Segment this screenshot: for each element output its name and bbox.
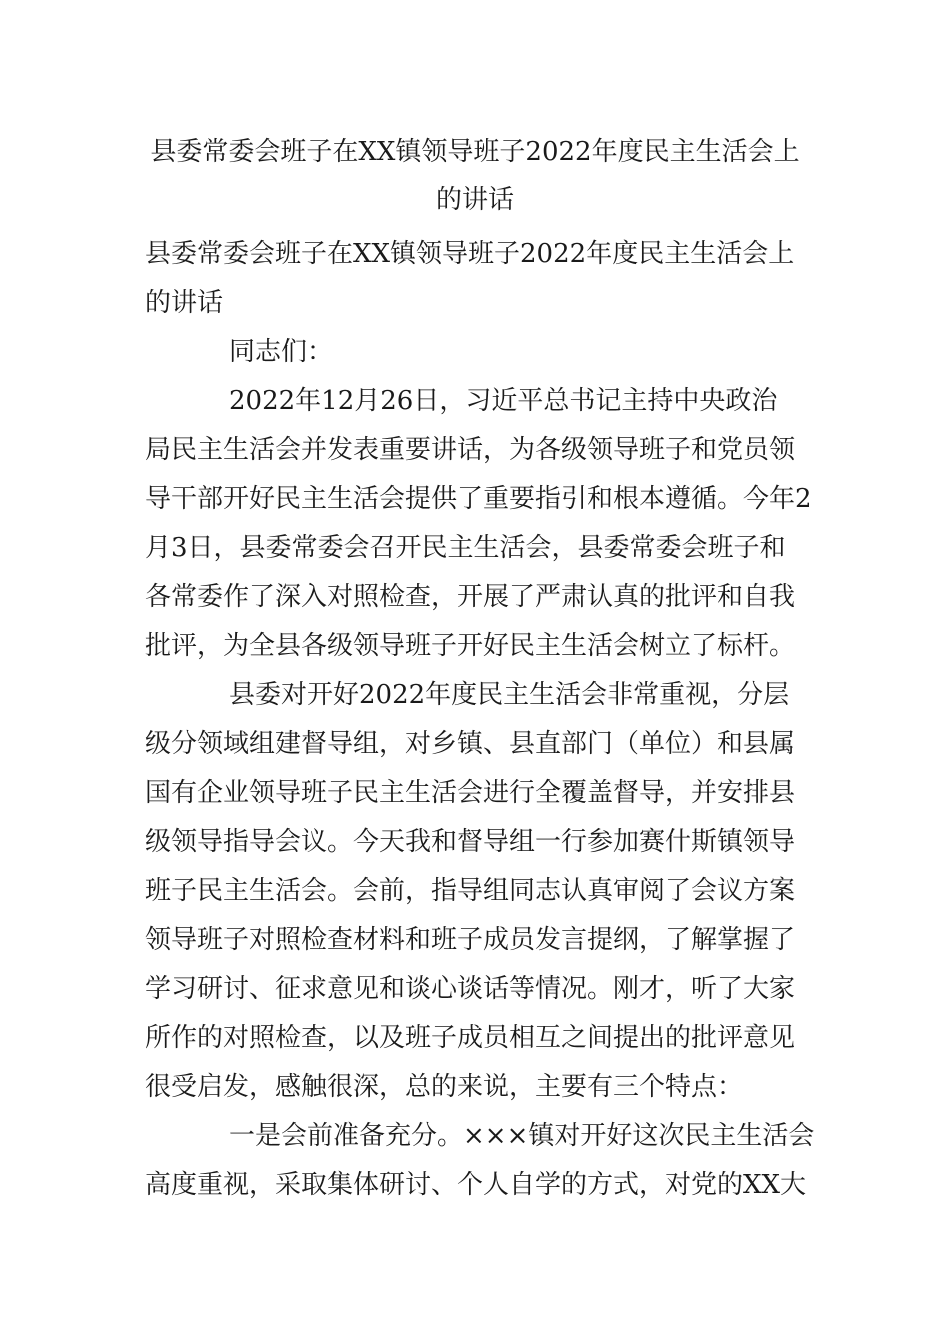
title-line-2: 的讲话	[435, 185, 514, 215]
salutation	[145, 328, 807, 377]
document-body	[145, 230, 815, 1210]
subtitle-line-2: 的讲话	[145, 288, 224, 318]
paragraph-2-line-4: 级领导指导会议。今天我和督导组一行参加赛什斯镇领导	[145, 827, 796, 857]
paragraph-3	[145, 1112, 815, 1210]
paragraph-1	[145, 377, 812, 671]
paragraph-2-line-5: 班子民主生活会。会前，指导组同志认真审阅了会议方案	[145, 876, 796, 906]
title-line-1: 县委常委会班子在XX镇领导班子2022年度民主生活会上	[150, 137, 800, 167]
paragraph-2-line-2: 级分领域组建督导组，对乡镇、县直部门（单位）和县属	[145, 729, 796, 759]
subtitle-heading	[145, 230, 807, 328]
subtitle-line-1: 县委常委会班子在XX镇领导班子2022年度民主生活会上	[145, 239, 795, 269]
paragraph-2-line-7: 学习研讨、征求意见和谈心谈话等情况。刚才，听了大家	[145, 974, 796, 1004]
paragraph-2-line-8: 所作的对照检查，以及班子成员相互之间提出的批评意见	[145, 1023, 796, 1053]
paragraph-2-line-1: 县委对开好2022年度民主生活会非常重视，分层	[229, 680, 790, 710]
paragraph-1-line-2: 局民主生活会并发表重要讲话，为各级领导班子和党员领	[145, 435, 796, 465]
paragraph-1-line-1: 2022年12月26日，习近平总书记主持中央政治	[229, 386, 778, 416]
paragraph-2-line-6: 领导班子对照检查材料和班子成员发言提纲，了解掌握了	[145, 925, 796, 955]
document-title	[120, 128, 830, 224]
paragraph-2-line-9: 很受启发，感触很深，总的来说，主要有三个特点：	[145, 1072, 744, 1102]
paragraph-1-line-4: 月3日，县委常委会召开民主生活会，县委常委会班子和	[145, 533, 786, 563]
paragraph-1-line-6: 批评，为全县各级领导班子开好民主生活会树立了标杆。	[145, 631, 796, 661]
paragraph-3-line-1: 一是会前准备充分。×××镇对开好这次民主生活会	[229, 1121, 815, 1151]
paragraph-1-line-3: 导干部开好民主生活会提供了重要指引和根本遵循。今年2	[145, 484, 812, 514]
paragraph-2	[145, 671, 807, 1112]
paragraph-2-line-3: 国有企业领导班子民主生活会进行全覆盖督导，并安排县	[145, 778, 796, 808]
salutation-text: 同志们：	[229, 337, 334, 367]
paragraph-3-line-2: 高度重视，采取集体研讨、个人自学的方式，对党的XX大	[145, 1170, 807, 1200]
paragraph-1-line-5: 各常委作了深入对照检查，开展了严肃认真的批评和自我	[145, 582, 796, 612]
